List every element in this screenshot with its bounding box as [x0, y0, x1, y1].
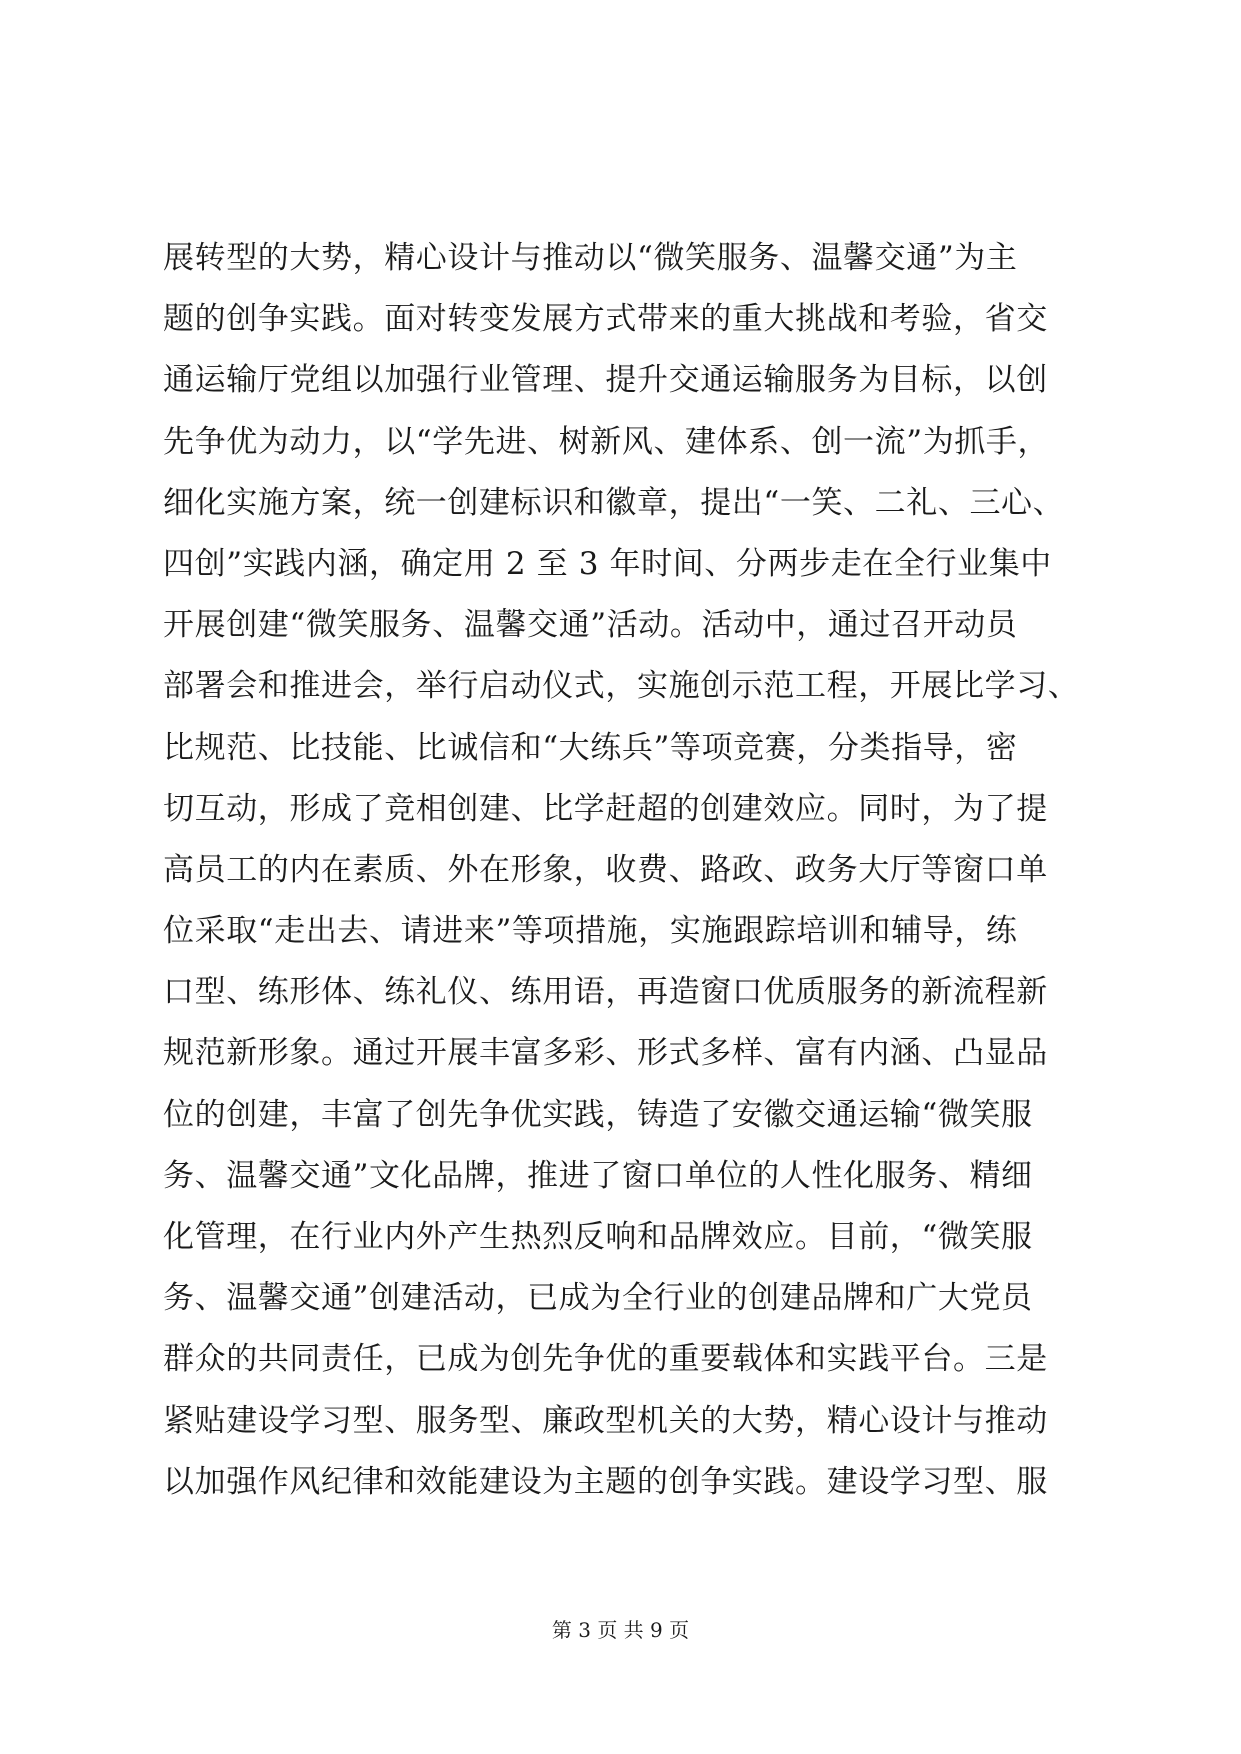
page-number-footer: 第 3 页 共 9 页: [551, 1618, 690, 1642]
text-line: 规范新形象。通过开展丰富多彩、形式多样、富有内涵、凸显品: [163, 1035, 1048, 1072]
text-line: 群众的共同责任，已成为创先争优的重要载体和实践平台。三是: [163, 1341, 1048, 1378]
text-line: 细化实施方案，统一创建标识和徽章，提出“一笑、二礼、三心、: [163, 484, 1065, 521]
text-line: 开展创建“微笑服务、温馨交通”活动。活动中，通过召开动员: [163, 607, 1018, 644]
text-line: 位采取“走出去、请进来”等项措施，实施跟踪培训和辅导，练: [163, 913, 1018, 950]
text-line: 切互动，形成了竞相创建、比学赶超的创建效应。同时，为了提: [163, 790, 1048, 827]
text-line: 题的创争实践。面对转变发展方式带来的重大挑战和考验，省交: [163, 301, 1048, 338]
text-line: 以加强作风纪律和效能建设为主题的创争实践。建设学习型、服: [163, 1463, 1048, 1500]
text-line: 口型、练形体、练礼仪、练用语，再造窗口优质服务的新流程新: [163, 974, 1048, 1011]
text-line: 先争优为动力，以“学先进、树新风、建体系、创一流”为抓手，: [163, 423, 1050, 460]
text-line: 化管理，在行业内外产生热烈反响和品牌效应。目前，“微笑服: [163, 1219, 1033, 1255]
text-line: 展转型的大势，精心设计与推动以“微笑服务、温馨交通”为主: [163, 240, 1018, 276]
text-line: 高员工的内在素质、外在形象，收费、路政、政务大厅等窗口单: [163, 851, 1048, 888]
body-text: [163, 228, 1083, 1513]
text-line: 通运输厅党组以加强行业管理、提升交通运输服务为目标，以创: [163, 362, 1048, 399]
text-line: 比规范、比技能、比诚信和“大练兵”等项竞赛，分类指导，密: [163, 729, 1018, 766]
text-line: 紧贴建设学习型、服务型、廉政型机关的大势，精心设计与推动: [163, 1402, 1048, 1439]
text-line: 四创”实践内涵，确定用 2 至 3 年时间、分两步走在全行业集中: [163, 545, 1052, 582]
text-line: 位的创建，丰富了创先争优实践，铸造了安徽交通运输“微笑服: [163, 1096, 1033, 1133]
text-line: 部署会和推进会，举行启动仪式，实施创示范工程，开展比学习、: [163, 668, 1080, 705]
text-line: 务、温馨交通”创建活动，已成为全行业的创建品牌和广大党员: [163, 1280, 1033, 1317]
text-line: 务、温馨交通”文化品牌，推进了窗口单位的人性化服务、精细: [163, 1157, 1033, 1194]
